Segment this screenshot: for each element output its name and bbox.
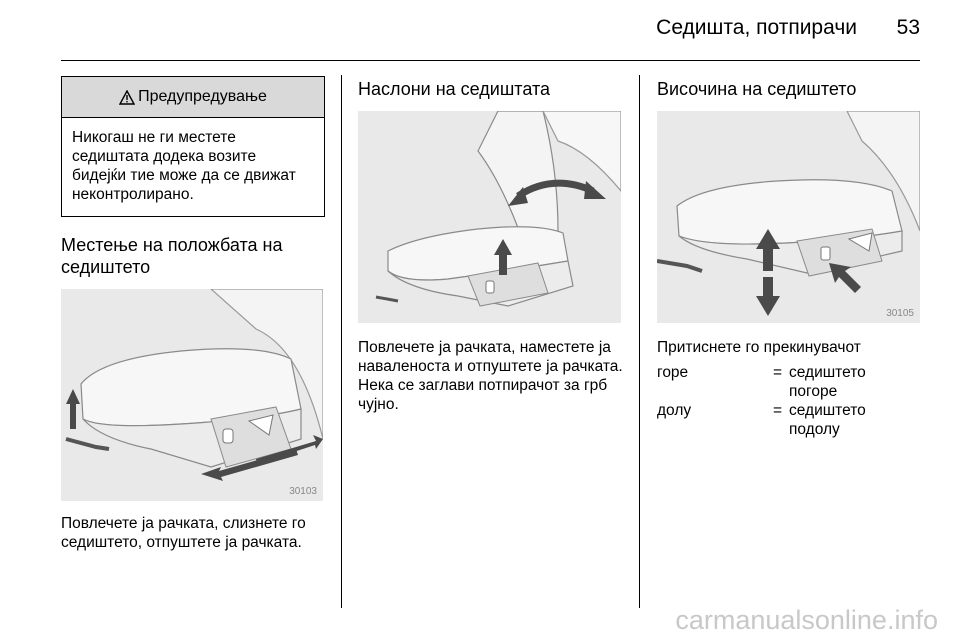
- watermark: carmanualsonline.info: [675, 605, 938, 635]
- definition-row: [657, 363, 921, 401]
- definition-value: седиштето погоре: [789, 364, 866, 400]
- column-3: [657, 76, 921, 439]
- backrest-figure: [358, 111, 621, 323]
- page-number: 53: [896, 16, 920, 39]
- column-1: [61, 76, 325, 552]
- definition-separator: =: [773, 402, 783, 419]
- warning-header: [62, 77, 324, 118]
- column-2: [358, 76, 623, 414]
- seat-height-illustration: [657, 111, 920, 323]
- section-heading: Наслони на седиштата: [358, 79, 550, 99]
- page-title: Седишта, потпирачи: [656, 16, 857, 39]
- seat-slide-figure: [61, 289, 323, 501]
- backrest-illustration: [358, 111, 621, 323]
- warning-box: [61, 76, 325, 217]
- instruction-text: Повлечете ја рачката, слизнете го седиштето, отпуштете ја рачката.: [61, 515, 306, 551]
- definition-separator: =: [773, 364, 783, 381]
- column-divider: [639, 75, 640, 608]
- instruction-text: Притиснете го прекинувачот: [657, 339, 861, 356]
- definition-term: горе: [657, 364, 689, 381]
- header-divider: [61, 60, 920, 61]
- definition-list: [657, 363, 921, 439]
- section-heading: Местење на положбата на седиштето: [61, 235, 283, 277]
- seat-height-figure: [657, 111, 920, 323]
- definition-term: долу: [657, 402, 692, 419]
- warning-triangle-icon: [119, 90, 135, 105]
- instruction-text: Повлечете ја рачката, наместете ја наваленоста и отпуштете ја рачката. Нека се заглави потпирачот за грб чујно.: [358, 339, 623, 413]
- definition-row: [657, 401, 921, 439]
- warning-title: Предупредување: [138, 88, 267, 105]
- figure-number: 30105: [886, 308, 914, 319]
- warning-text: Никогаш не ги местете седиштата додека возите бидејќи тие може да се движат неконтролирано.: [72, 129, 296, 203]
- section-heading: Височина на седиштето: [657, 79, 857, 99]
- definition-value: седиштето подолу: [789, 402, 866, 438]
- seat-slide-illustration: [61, 289, 323, 501]
- figure-number: 30103: [289, 486, 317, 497]
- column-divider: [341, 75, 342, 608]
